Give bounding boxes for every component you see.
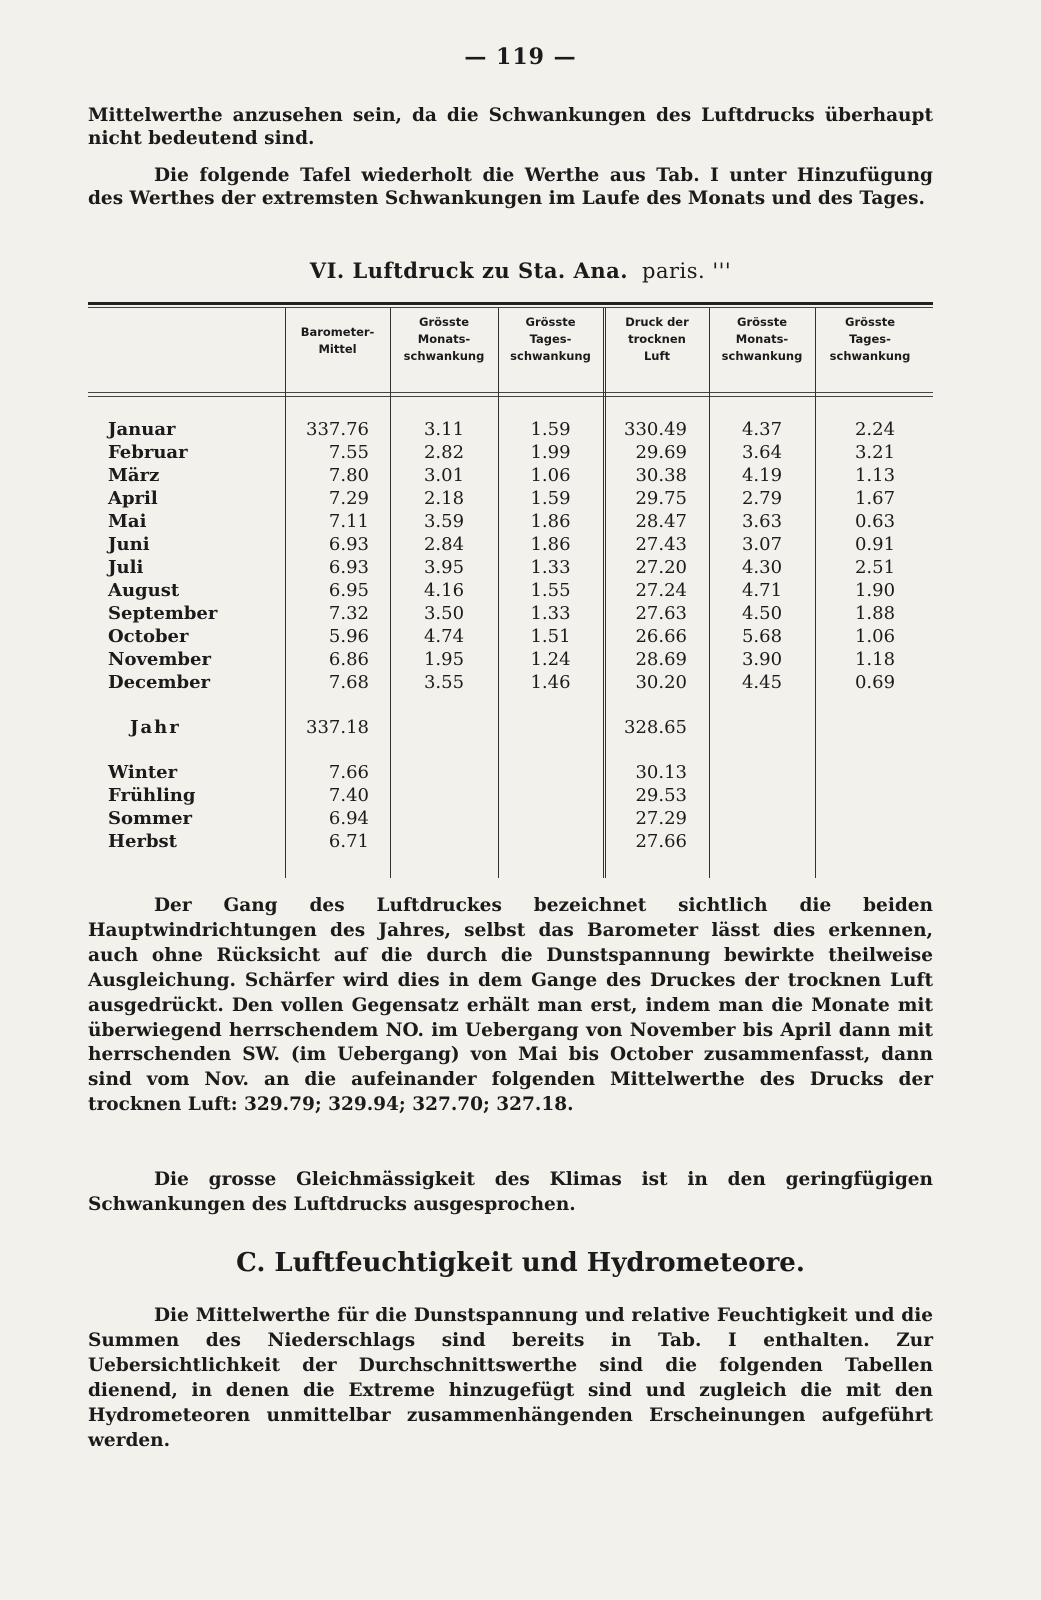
table-cell: 4.16 xyxy=(423,580,465,601)
table-cell: 26.66 xyxy=(635,626,687,647)
table-cell: 4.19 xyxy=(741,465,783,486)
table-cell: 7.68 xyxy=(328,672,369,693)
table-cell: 1.06 xyxy=(854,626,896,647)
table-cell: 27.43 xyxy=(635,534,687,555)
table-cell-year: 337.18 xyxy=(306,717,369,738)
intro-paragraph-2: Die folgende Tafel wiederholt die Werthe aus Tab. I unter Hinzufügung des Werthes der extremsten Schwankungen im Laufe des Monats und des Tages. xyxy=(88,165,933,210)
table-cell: 4.45 xyxy=(741,672,783,693)
table-cell: 3.21 xyxy=(854,442,896,463)
table-cell: 29.69 xyxy=(635,442,687,463)
table-cell: 28.47 xyxy=(635,511,687,532)
table-cell: 337.76 xyxy=(306,419,369,440)
col-divider-6 xyxy=(815,308,816,878)
column-dry-day xyxy=(825,418,925,694)
table-cell: 7.55 xyxy=(328,442,369,463)
table-cell: 7.29 xyxy=(328,488,369,509)
table-cell: 1.33 xyxy=(530,603,571,624)
paragraph-gang: Der Gang des Luftdruckes bezeichnet sichtlich die beiden Hauptwindrichtungen des Jahres, selbst das Barometer lässt dies erkennen, auch ohne Rücksicht auf die durch die Dunstspannung bewirkte theilweise Ausgleichung. Schärfer wird dies in dem Gange des Druckes der trocknen Luft ausgedrückt. Den vollen Gegensatz erhält man erst, indem man die Monate mit überwiegend herrschendem NO. im Uebergang von November bis April dann mit herrschenden SW. (im Uebergang) von Mai bis October zusammenfasst, dann sind vom Nov. an die aufeinander folgenden Mittelwerthe des Drucks der trocknen Luft: 329.79; 329.94; 327.70; 327.18. xyxy=(88,895,933,1116)
header-barometer-text: Barometer- Mittel xyxy=(300,325,375,356)
row-label: Februar xyxy=(108,442,188,463)
table-cell: 3.01 xyxy=(423,465,465,486)
table-cell: 3.59 xyxy=(423,511,465,532)
row-label: Januar xyxy=(108,419,176,440)
pressure-table xyxy=(88,302,933,882)
row-label-season: Winter xyxy=(108,762,178,783)
table-cell: 1.86 xyxy=(530,534,571,555)
table-cell: 30.38 xyxy=(635,465,687,486)
paragraph-gleichmaessigkeit: Die grosse Gleichmässigkeit des Klimas ist in den geringfügigen Schwankungen des Luftdrucks ausgesprochen. xyxy=(88,1169,933,1215)
table-cell: 27.24 xyxy=(635,580,687,601)
header-baro-day xyxy=(498,314,603,365)
table-cell: 1.67 xyxy=(854,488,896,509)
header-baro-day-text: Grösste Tages- schwankung xyxy=(510,315,591,363)
header-dry-month xyxy=(709,314,815,365)
table-cell: 3.07 xyxy=(741,534,783,555)
table-cell: 7.80 xyxy=(328,465,369,486)
table-cell: 6.94 xyxy=(328,808,369,829)
table-cell: 5.96 xyxy=(328,626,369,647)
column-dry-month xyxy=(709,418,815,694)
column-barometer xyxy=(285,418,390,853)
row-labels xyxy=(108,418,217,853)
header-dry-day-text: Grösste Tages- schwankung xyxy=(829,315,911,363)
table-cell: 4.50 xyxy=(741,603,783,624)
table-cell: 1.13 xyxy=(854,465,896,486)
table-cell: 0.91 xyxy=(854,534,896,555)
table-cell: 2.24 xyxy=(854,419,896,440)
table-cell: 2.82 xyxy=(423,442,465,463)
table-cell: 6.93 xyxy=(328,534,369,555)
table-cell: 1.99 xyxy=(530,442,571,463)
table-cell: 6.93 xyxy=(328,557,369,578)
table-cell: 3.55 xyxy=(423,672,465,693)
table-cell: 1.90 xyxy=(854,580,896,601)
page-number: — 119 — xyxy=(464,44,577,70)
table-cell: 27.29 xyxy=(635,808,687,829)
header-baro-month xyxy=(390,314,498,365)
row-label: Mai xyxy=(108,511,147,532)
column-baro-month xyxy=(390,418,498,694)
row-label-season: Herbst xyxy=(108,831,177,852)
row-label: September xyxy=(108,603,218,624)
table-cell: 6.95 xyxy=(328,580,369,601)
section-heading: C. Luftfeuchtigkeit und Hydrometeore. xyxy=(236,1248,805,1278)
header-barometer xyxy=(285,324,390,358)
table-cell: 4.71 xyxy=(741,580,783,601)
table-cell: 30.20 xyxy=(635,672,687,693)
row-label: Juni xyxy=(108,534,150,555)
table-cell: 2.79 xyxy=(741,488,783,509)
table-cell: 4.37 xyxy=(741,419,783,440)
table-cell: 1.51 xyxy=(530,626,571,647)
table-cell: 1.18 xyxy=(854,649,896,670)
table-title-main: VI. Luftdruck zu Sta. Ana. xyxy=(309,258,629,283)
table-cell: 3.95 xyxy=(423,557,465,578)
table-cell: 1.33 xyxy=(530,557,571,578)
table-cell: 3.64 xyxy=(741,442,783,463)
table-cell: 4.30 xyxy=(741,557,783,578)
row-label: März xyxy=(108,465,160,486)
header-dry-air-text: Druck der trocknen Luft xyxy=(625,315,689,363)
header-dry-day xyxy=(815,314,925,365)
table-cell: 2.51 xyxy=(854,557,896,578)
table-cell: 7.40 xyxy=(328,785,369,806)
table-title xyxy=(0,258,1041,283)
row-label: December xyxy=(108,672,211,693)
table-cell: 28.69 xyxy=(635,649,687,670)
table-cell: 1.55 xyxy=(530,580,571,601)
table-cell: 1.86 xyxy=(530,511,571,532)
table-cell: 30.13 xyxy=(635,762,687,783)
table-cell: 27.63 xyxy=(635,603,687,624)
table-cell: 3.63 xyxy=(741,511,783,532)
row-label-season: Sommer xyxy=(108,808,193,829)
column-baro-day xyxy=(498,418,603,694)
table-cell: 3.50 xyxy=(423,603,465,624)
table-cell: 1.06 xyxy=(530,465,571,486)
table-cell: 4.74 xyxy=(423,626,465,647)
row-label-season: Frühling xyxy=(108,785,196,806)
row-label: August xyxy=(108,580,180,601)
table-cell: 2.18 xyxy=(423,488,465,509)
table-cell: 3.90 xyxy=(741,649,783,670)
table-cell: 7.32 xyxy=(328,603,369,624)
table-cell: 1.59 xyxy=(530,488,571,509)
row-label-year: Jahr xyxy=(130,717,181,738)
table-cell: 29.53 xyxy=(635,785,687,806)
header-dry-air xyxy=(605,314,709,365)
intro-paragraph-1: Mittelwerthe anzusehen sein, da die Schwankungen des Luftdrucks überhaupt nicht bedeutend sind. xyxy=(88,105,933,150)
table-cell: 27.20 xyxy=(635,557,687,578)
paragraph-mittelwerthe: Die Mittelwerthe für die Dunstspannung und relative Feuchtigkeit und die Summen des Niederschlags sind bereits in Tab. I enthalten. Zur Uebersichtlichkeit der Durchschnittswerthe sind die folgenden Tabellen dienend, in denen die Extreme hinzugefügt sind und zugleich die mit den Hydrometeoren unmittelbar zusammenhängenden Erscheinungen aufgeführt werden. xyxy=(88,1305,933,1451)
column-dry-air xyxy=(605,418,709,853)
header-baro-month-text: Grösste Monats- schwankung xyxy=(403,315,485,363)
table-cell: 29.75 xyxy=(635,488,687,509)
table-cell: 0.69 xyxy=(854,672,896,693)
table-cell: 7.66 xyxy=(328,762,369,783)
table-cell: 0.63 xyxy=(854,511,896,532)
table-cell: 2.84 xyxy=(423,534,465,555)
table-cell: 3.11 xyxy=(423,419,465,440)
header-bottom-rule-2 xyxy=(88,396,933,397)
table-cell: 1.24 xyxy=(530,649,571,670)
header-bottom-rule xyxy=(88,392,933,393)
table-cell: 330.49 xyxy=(624,419,687,440)
table-title-unit: paris. ''' xyxy=(642,259,732,283)
table-cell: 1.46 xyxy=(530,672,571,693)
table-cell: 1.59 xyxy=(530,419,571,440)
row-label: Juli xyxy=(108,557,144,578)
table-cell: 1.95 xyxy=(423,649,465,670)
table-cell: 27.66 xyxy=(635,831,687,852)
header-dry-month-text: Grösste Monats- schwankung xyxy=(721,315,803,363)
table-cell: 6.86 xyxy=(328,649,369,670)
table-cell: 6.71 xyxy=(328,831,369,852)
row-label: October xyxy=(108,626,189,647)
table-top-rule-thin xyxy=(88,307,933,308)
table-cell-year: 328.65 xyxy=(624,717,687,738)
table-cell: 7.11 xyxy=(328,511,369,532)
row-label: April xyxy=(108,488,158,509)
table-top-rule xyxy=(88,302,933,305)
row-label: November xyxy=(108,649,211,670)
table-cell: 1.88 xyxy=(854,603,896,624)
table-cell: 5.68 xyxy=(741,626,783,647)
